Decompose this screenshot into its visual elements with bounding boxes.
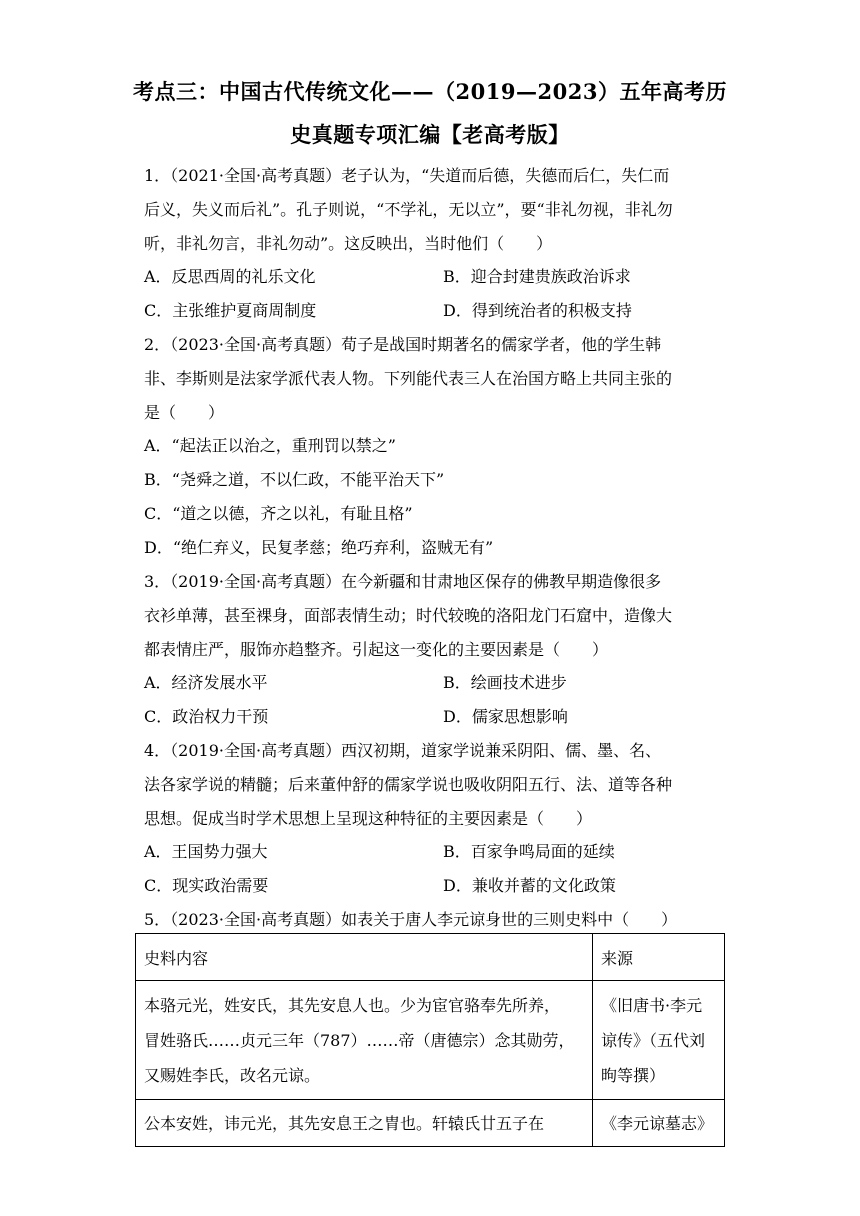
question-1-option-a[interactable]: A．反思西周的礼乐文化	[144, 267, 316, 286]
question-2-option-d[interactable]: D．“绝仁弃义，民复孝慈；绝巧弃利，盗贼无有”	[144, 538, 494, 557]
question-3-stem-line-2: 衣衫单薄，甚至裸身，面部表情生动；时代较晚的洛阳龙门石窟中，造像大	[144, 606, 673, 625]
question-2-option-c[interactable]: C．“道之以德，齐之以礼，有耻且格”	[144, 504, 413, 523]
page-title-line-1: 考点三：中国古代传统文化——（2019—2023）五年高考历	[133, 79, 727, 104]
question-5-stem-line-1: 5．（2023·全国·高考真题）如表关于唐人李元谅身世的三则史料中（ ）	[144, 910, 678, 929]
question-3-option-a[interactable]: A．经济发展水平	[144, 673, 268, 692]
cell-text-line: 昫等撰）	[601, 1066, 666, 1085]
question-4-option-d[interactable]: D．兼收并蓄的文化政策	[443, 876, 616, 895]
question-3-option-d[interactable]: D．儒家思想影响	[443, 707, 568, 726]
question-2-option-a[interactable]: A．“起法正以治之，重刑罚以禁之”	[144, 436, 396, 455]
table-header-source: 来源	[593, 934, 725, 981]
question-4-option-b[interactable]: B．百家争鸣局面的延续	[443, 842, 615, 861]
source-table	[135, 933, 725, 1147]
table-row	[136, 1100, 725, 1147]
cell-text-line: 公本安姓，讳元光，其先安息王之胄也。轩辕氏廿五子在	[144, 1114, 545, 1133]
cell-text-line: 又赐姓李氏，改名元谅。	[144, 1066, 321, 1085]
question-4-stem-line-2: 法各家学说的精髓；后来董仲舒的儒家学说也吸收阴阳五行、法、道等各种	[144, 775, 673, 794]
question-1-stem-line-2: 后义，失义而后礼”。孔子则说，“不学礼，无以立”，要“非礼勿视，非礼勿	[144, 200, 673, 219]
cell-text-line: 冒姓骆氏……贞元三年（787）……帝（唐德宗）念其勋劳，	[144, 1031, 575, 1050]
table-cell-source	[593, 1100, 725, 1147]
question-1-stem-line-3: 听，非礼勿言，非礼勿动”。这反映出，当时他们（ ）	[144, 234, 553, 253]
question-4-option-a[interactable]: A．王国势力强大	[144, 842, 268, 861]
question-3-option-b[interactable]: B．绘画技术进步	[443, 673, 567, 692]
table-cell-source	[593, 981, 725, 1100]
cell-text-line: 《旧唐书·李元	[601, 996, 703, 1015]
question-3-stem-line-1: 3．（2019·全国·高考真题）在今新疆和甘肃地区保存的佛教早期造像很多	[144, 572, 662, 591]
question-2-option-b[interactable]: B．“尧舜之道，不以仁政，不能平治天下”	[144, 470, 445, 489]
question-1-stem-line-1: 1．（2021·全国·高考真题）老子认为，“失道而后德，失德而后仁，失仁而	[144, 166, 670, 185]
question-1-option-c[interactable]: C．主张维护夏商周制度	[144, 301, 317, 320]
question-4-stem-line-1: 4．（2019·全国·高考真题）西汉初期，道家学说兼采阴阳、儒、墨、名、	[144, 741, 662, 760]
page-title-line-2: 史真题专项汇编【老高考版】	[290, 122, 570, 147]
table-row	[136, 981, 725, 1100]
question-2-stem-line-2: 非、李斯则是法家学派代表人物。下列能代表三人在治国方略上共同主张的	[144, 369, 673, 388]
question-1-option-d[interactable]: D．得到统治者的积极支持	[443, 301, 632, 320]
table-cell-content	[136, 981, 593, 1100]
table-header-row	[136, 934, 725, 981]
question-4-option-c[interactable]: C．现实政治需要	[144, 876, 269, 895]
question-2-stem-line-1: 2．（2023·全国·高考真题）荀子是战国时期著名的儒家学者，他的学生韩	[144, 335, 662, 354]
cell-text-line: 《李元谅墓志》	[601, 1114, 714, 1133]
question-3-stem-line-3: 都表情庄严，服饰亦趋整齐。引起这一变化的主要因素是（ ）	[144, 640, 609, 659]
question-3-option-c[interactable]: C．政治权力干预	[144, 707, 269, 726]
question-1-option-b[interactable]: B．迎合封建贵族政治诉求	[443, 267, 631, 286]
question-2-stem-line-3: 是（ ）	[144, 403, 225, 422]
cell-text-line: 谅传》（五代刘	[601, 1031, 706, 1050]
table-cell-content	[136, 1100, 593, 1147]
question-4-stem-line-3: 思想。促成当时学术思想上呈现这种特征的主要因素是（ ）	[144, 809, 593, 828]
table-header-content: 史料内容	[136, 934, 593, 981]
cell-text-line: 本骆元光，姓安氏，其先安息人也。少为宦官骆奉先所养，	[144, 996, 561, 1015]
